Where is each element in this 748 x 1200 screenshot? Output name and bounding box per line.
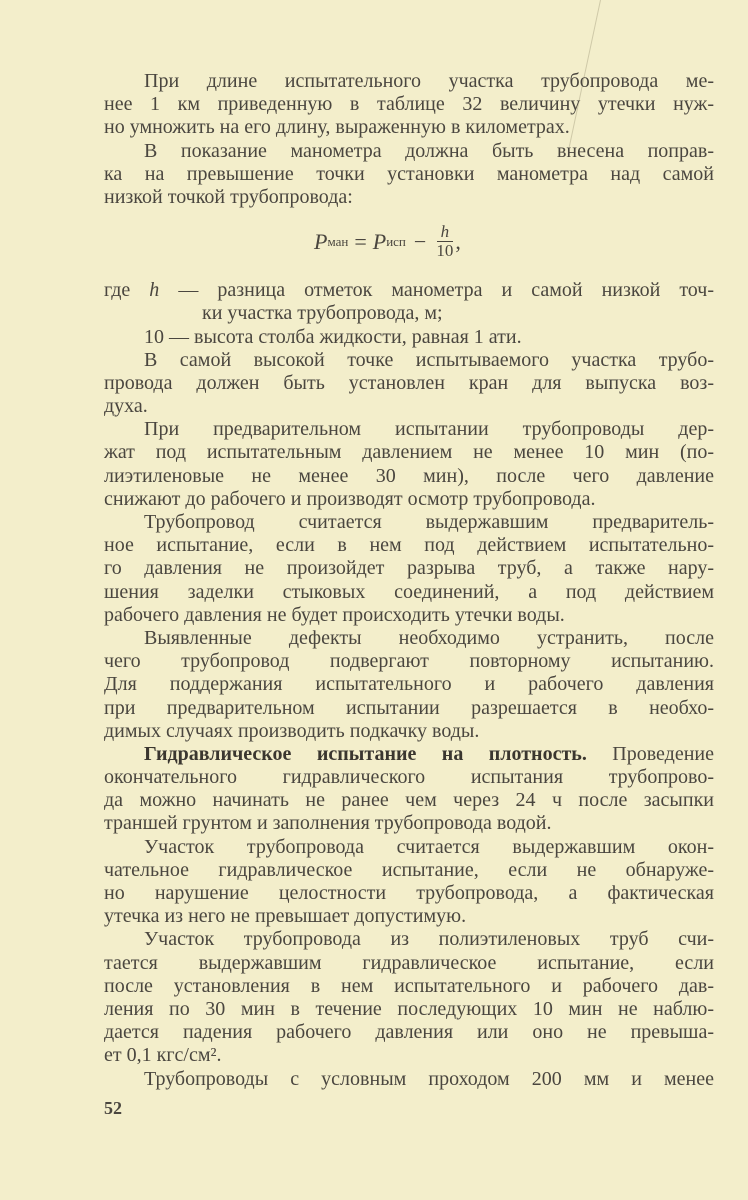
text-line: но умножить на его длину, выраженную в километрах.	[104, 116, 570, 139]
formula-lhs-sub: ман	[327, 233, 349, 249]
text-line: низкой точкой трубопровода:	[104, 185, 353, 208]
text-line: В показание манометра должна быть внесена поправ-	[144, 139, 714, 162]
formula-lhs: P	[314, 228, 328, 254]
text-line: Трубопровод считается выдержавшим предваритель-	[144, 511, 714, 533]
text-line: жат под испытательным давлением не менее 10 мин (по-	[104, 441, 714, 464]
text-line: димых случаях производить подкачку воды.	[104, 719, 480, 742]
text-line: траншей грунтом и заполнения трубопровода водой.	[104, 812, 552, 835]
text-line: Для поддержания испытательного и рабочего давления	[104, 673, 714, 696]
text-line: ет 0,1 кгс/см².	[104, 1044, 222, 1067]
formula-rhs: P	[372, 228, 387, 254]
formula-fraction	[436, 223, 453, 260]
text-run: Проведение	[586, 742, 714, 765]
text-line: При предварительном испытании трубопроводы дер-	[144, 418, 714, 441]
text-line: го давления не произойдет разрыва труб, а также нару-	[104, 557, 714, 580]
text-line: В самой высокой точке испытываемого участка трубо-	[144, 348, 714, 371]
text-line: ное испытание, если в нем под действием испытательно-	[104, 534, 714, 557]
text-line: но нарушение целостности трубопровода, а фактическая	[104, 882, 714, 904]
formula-numerator: h	[437, 223, 454, 242]
text-line: духа.	[104, 395, 148, 418]
text-line: да можно начинать не ранее чем через 24 ч после засыпки	[104, 789, 714, 812]
text-line: ка на превышение точки установки манометра над самой	[104, 162, 714, 185]
text-line: провода должен быть установлен кран для выпуска воз-	[104, 371, 714, 394]
formula-denominator: 10	[436, 241, 454, 261]
text-line: тается выдержавшим гидравлическое испытание, если	[104, 951, 714, 974]
text-line: лиэтиленовые не менее 30 мин), после чего давление	[104, 464, 714, 487]
text-line: при предварительном испытании разрешается в необхо-	[104, 696, 714, 719]
text-line: дается падения рабочего давления или оно не превыша-	[104, 1021, 714, 1044]
formula-equals: =	[354, 228, 367, 254]
text-line: окончательного гидравлического испытания трубопрово-	[104, 766, 714, 789]
variable-h: h	[149, 279, 160, 302]
text-line: Участок трубопровода из полиэтиленовых труб счи-	[144, 928, 714, 951]
page-number: 52	[104, 1098, 122, 1118]
pressure-formula	[104, 209, 714, 279]
text-line: Выявленные дефекты необходимо устранить, после	[144, 626, 714, 649]
text-line: утечка из него не превышает допустимую.	[104, 905, 467, 928]
intro-text	[104, 70, 714, 209]
where-line-h-cont: ки участка трубопровода, м;	[202, 302, 443, 325]
text-line: чего трубопровод подвергают повторному испытанию.	[104, 650, 714, 673]
main-text	[104, 349, 714, 1091]
formula-comma: ,	[455, 228, 461, 254]
text-line: При длине испытательного участка трубопровода ме-	[144, 70, 714, 92]
section-heading: Гидравлическое испытание на плотность.	[144, 742, 587, 765]
text-line: после установления в нем испытательного и рабочего дав-	[104, 974, 714, 997]
formula-rhs-sub: исп	[386, 233, 406, 249]
text-line: шения заделки стыковых соединений, а под действием	[104, 580, 714, 603]
text-line: ления по 30 мин в течение последующих 10 мин не наблю-	[104, 997, 714, 1020]
text-line: Трубопроводы с условным проходом 200 мм и менее	[144, 1067, 714, 1090]
text-line: чательное гидравлическое испытание, если не обнаруже-	[104, 858, 714, 881]
page-body	[104, 70, 714, 1091]
text-line	[104, 743, 714, 766]
where-line-10: 10 — высота столба жидкости, равная 1 ати.	[144, 325, 522, 348]
text-line: Участок трубопровода считается выдержавшим окон-	[144, 835, 714, 858]
where-line-h: где h — разница отметок манометра и самой низкой точ-	[104, 279, 715, 302]
formula-minus: −	[413, 228, 427, 254]
text-line: нее 1 км приведенную в таблице 32 величину утечки нуж-	[104, 93, 714, 116]
text-line: рабочего давления не будет происходить утечки воды.	[104, 603, 565, 626]
text-line: снижают до рабочего и производят осмотр трубопровода.	[104, 487, 596, 510]
